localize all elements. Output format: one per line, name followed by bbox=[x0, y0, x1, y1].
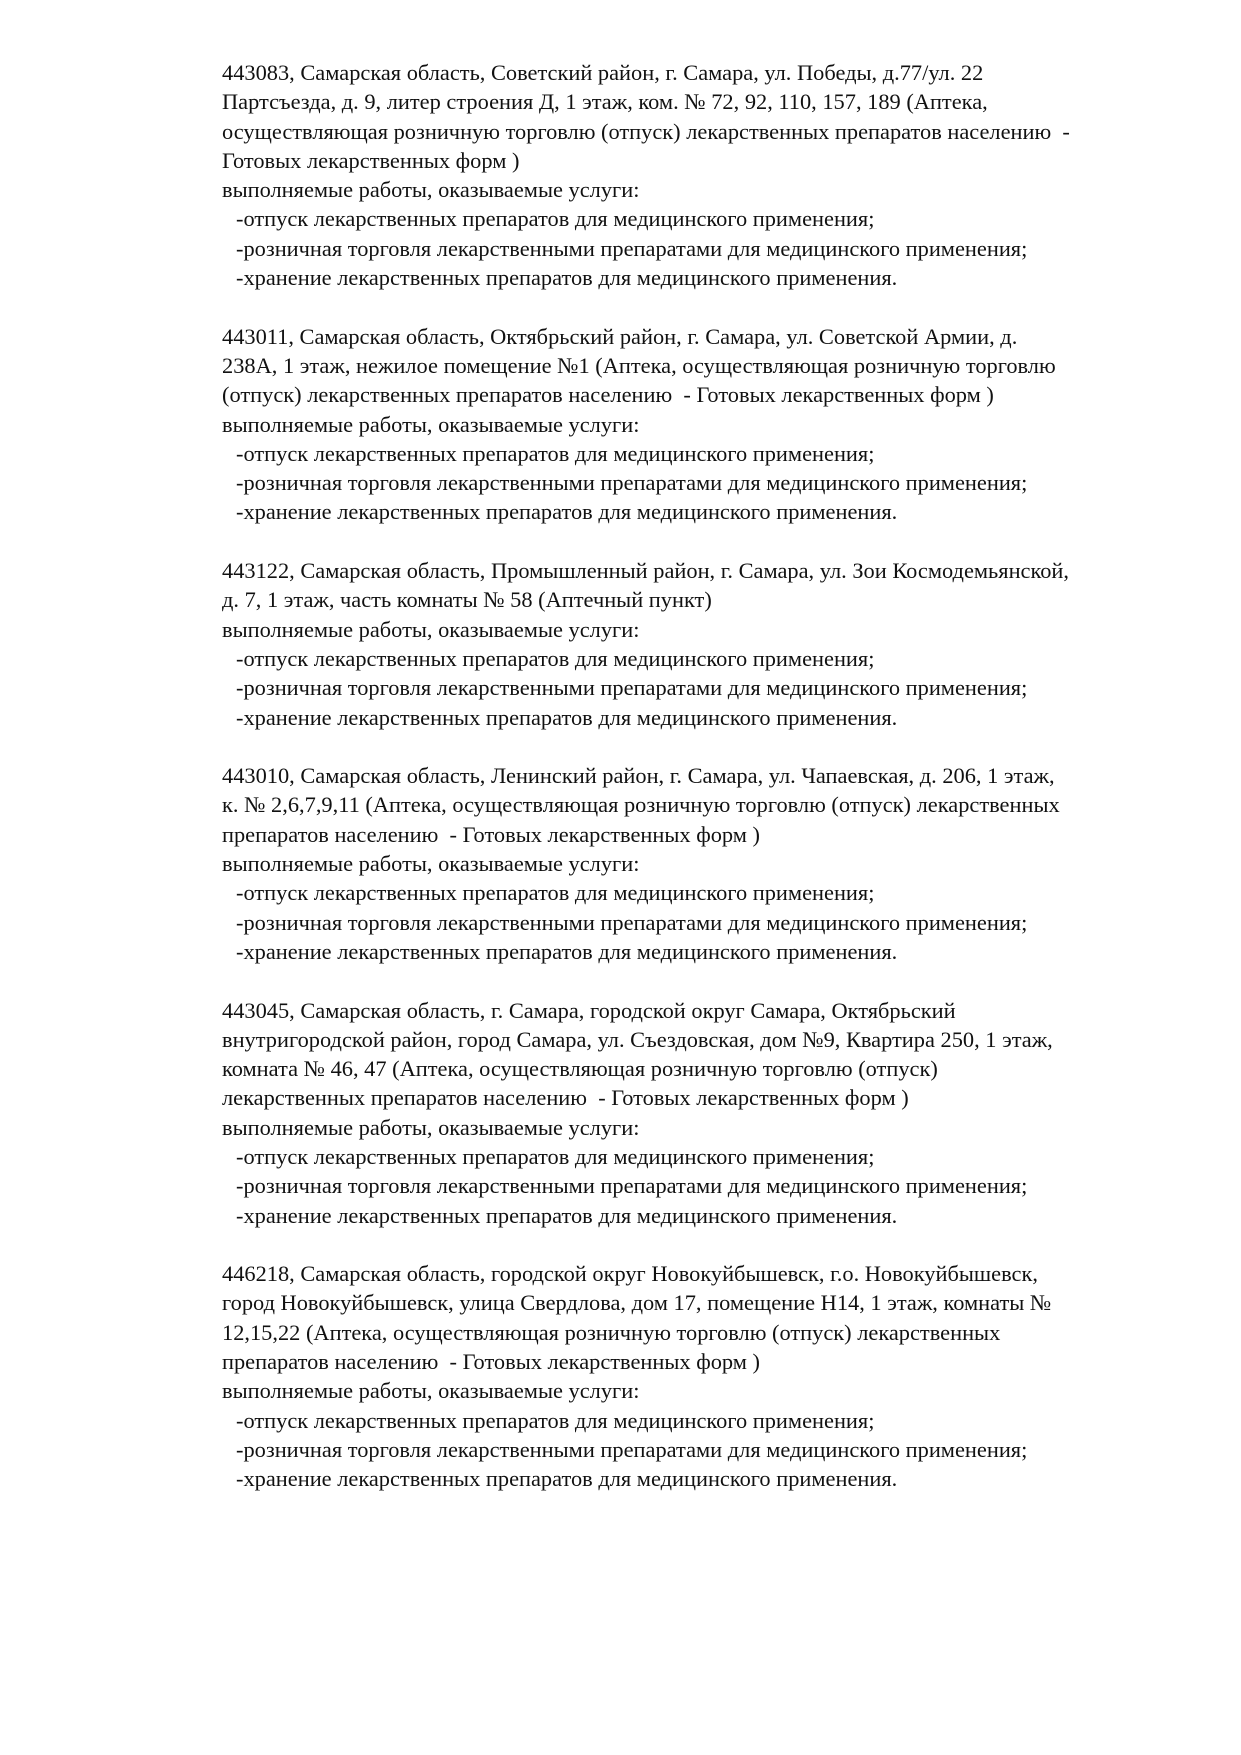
pharmacy-address-block bbox=[222, 1259, 1182, 1493]
services-header: выполняемые работы, оказываемые услуги: bbox=[222, 1114, 640, 1140]
service-item: -отпуск лекарственных препаратов для медицинского применения; bbox=[236, 645, 875, 671]
address-line: препаратов населению - Готовых лекарственных форм ) bbox=[222, 821, 761, 847]
document-page bbox=[222, 58, 1182, 1523]
services-header: выполняемые работы, оказываемые услуги: bbox=[222, 851, 640, 877]
address-line: Готовых лекарственных форм ) bbox=[222, 147, 520, 173]
address-line: 443045, Самарская область, г. Самара, городской округ Самара, Октябрьский bbox=[222, 997, 956, 1023]
address-line: д. 7, 1 этаж, часть комнаты № 58 (Аптечный пункт) bbox=[222, 587, 712, 613]
address-line: 443122, Самарская область, Промышленный район, г. Самара, ул. Зои Космодемьянской, bbox=[222, 558, 1070, 584]
address-line: Партсъезда, д. 9, литер строения Д, 1 этаж, ком. № 72, 92, 110, 157, 189 (Аптека, bbox=[222, 89, 988, 115]
service-item: -хранение лекарственных препаратов для медицинского применения. bbox=[236, 704, 898, 730]
service-item: -хранение лекарственных препаратов для медицинского применения. bbox=[236, 938, 898, 964]
services-header: выполняемые работы, оказываемые услуги: bbox=[222, 411, 640, 437]
service-item: -отпуск лекарственных препаратов для медицинского применения; bbox=[236, 1407, 875, 1433]
address-line: (отпуск) лекарственных препаратов населению - Готовых лекарственных форм ) bbox=[222, 382, 994, 408]
service-item: -отпуск лекарственных препаратов для медицинского применения; bbox=[236, 1143, 875, 1169]
address-line: препаратов населению - Готовых лекарственных форм ) bbox=[222, 1349, 761, 1375]
address-line: 443010, Самарская область, Ленинский район, г. Самара, ул. Чапаевская, д. 206, 1 этаж, bbox=[222, 763, 1055, 789]
service-item: -розничная торговля лекарственными препаратами для медицинского применения; bbox=[236, 675, 1028, 701]
service-item: -хранение лекарственных препаратов для медицинского применения. bbox=[236, 499, 898, 525]
address-line: лекарственных препаратов населению - Готовых лекарственных форм ) bbox=[222, 1085, 909, 1111]
pharmacy-address-block bbox=[222, 58, 1182, 292]
service-item: -розничная торговля лекарственными препаратами для медицинского применения; bbox=[236, 470, 1028, 496]
services-header: выполняемые работы, оказываемые услуги: bbox=[222, 616, 640, 642]
pharmacy-address-block bbox=[222, 761, 1182, 966]
service-item: -розничная торговля лекарственными препаратами для медицинского применения; bbox=[236, 1436, 1028, 1462]
service-item: -отпуск лекарственных препаратов для медицинского применения; bbox=[236, 880, 875, 906]
service-item: -розничная торговля лекарственными препаратами для медицинского применения; bbox=[236, 235, 1028, 261]
address-line: город Новокуйбышевск, улица Свердлова, дом 17, помещение Н14, 1 этаж, комнаты № bbox=[222, 1290, 1052, 1316]
service-item: -хранение лекарственных препаратов для медицинского применения. bbox=[236, 265, 898, 291]
service-item: -отпуск лекарственных препаратов для медицинского применения; bbox=[236, 440, 875, 466]
pharmacy-address-block bbox=[222, 996, 1182, 1230]
address-line: 12,15,22 (Аптека, осуществляющая розничную торговлю (отпуск) лекарственных bbox=[222, 1319, 1001, 1345]
service-item: -отпуск лекарственных препаратов для медицинского применения; bbox=[236, 206, 875, 232]
service-item: -розничная торговля лекарственными препаратами для медицинского применения; bbox=[236, 909, 1028, 935]
address-line: 443011, Самарская область, Октябрьский район, г. Самара, ул. Советской Армии, д. bbox=[222, 323, 1018, 349]
services-header: выполняемые работы, оказываемые услуги: bbox=[222, 1378, 640, 1404]
address-line: внутригородской район, город Самара, ул. Съездовская, дом №9, Квартира 250, 1 этаж, bbox=[222, 1026, 1053, 1052]
pharmacy-address-block bbox=[222, 322, 1182, 527]
address-line: 238А, 1 этаж, нежилое помещение №1 (Аптека, осуществляющая розничную торговлю bbox=[222, 352, 1056, 378]
address-line: комната № 46, 47 (Аптека, осуществляющая розничную торговлю (отпуск) bbox=[222, 1056, 938, 1082]
services-header: выполняемые работы, оказываемые услуги: bbox=[222, 177, 640, 203]
pharmacy-address-block bbox=[222, 556, 1182, 732]
address-line: 443083, Самарская область, Советский район, г. Самара, ул. Победы, д.77/ул. 22 bbox=[222, 60, 984, 85]
address-line: осуществляющая розничную торговлю (отпуск) лекарственных препаратов населению - bbox=[222, 118, 1070, 144]
service-item: -хранение лекарственных препаратов для медицинского применения. bbox=[236, 1202, 898, 1228]
service-item: -розничная торговля лекарственными препаратами для медицинского применения; bbox=[236, 1173, 1028, 1199]
address-line: к. № 2,6,7,9,11 (Аптека, осуществляющая розничную торговлю (отпуск) лекарственных bbox=[222, 792, 1060, 818]
address-line: 446218, Самарская область, городской округ Новокуйбышевск, г.о. Новокуйбышевск, bbox=[222, 1261, 1038, 1287]
service-item: -хранение лекарственных препаратов для медицинского применения. bbox=[236, 1466, 898, 1492]
